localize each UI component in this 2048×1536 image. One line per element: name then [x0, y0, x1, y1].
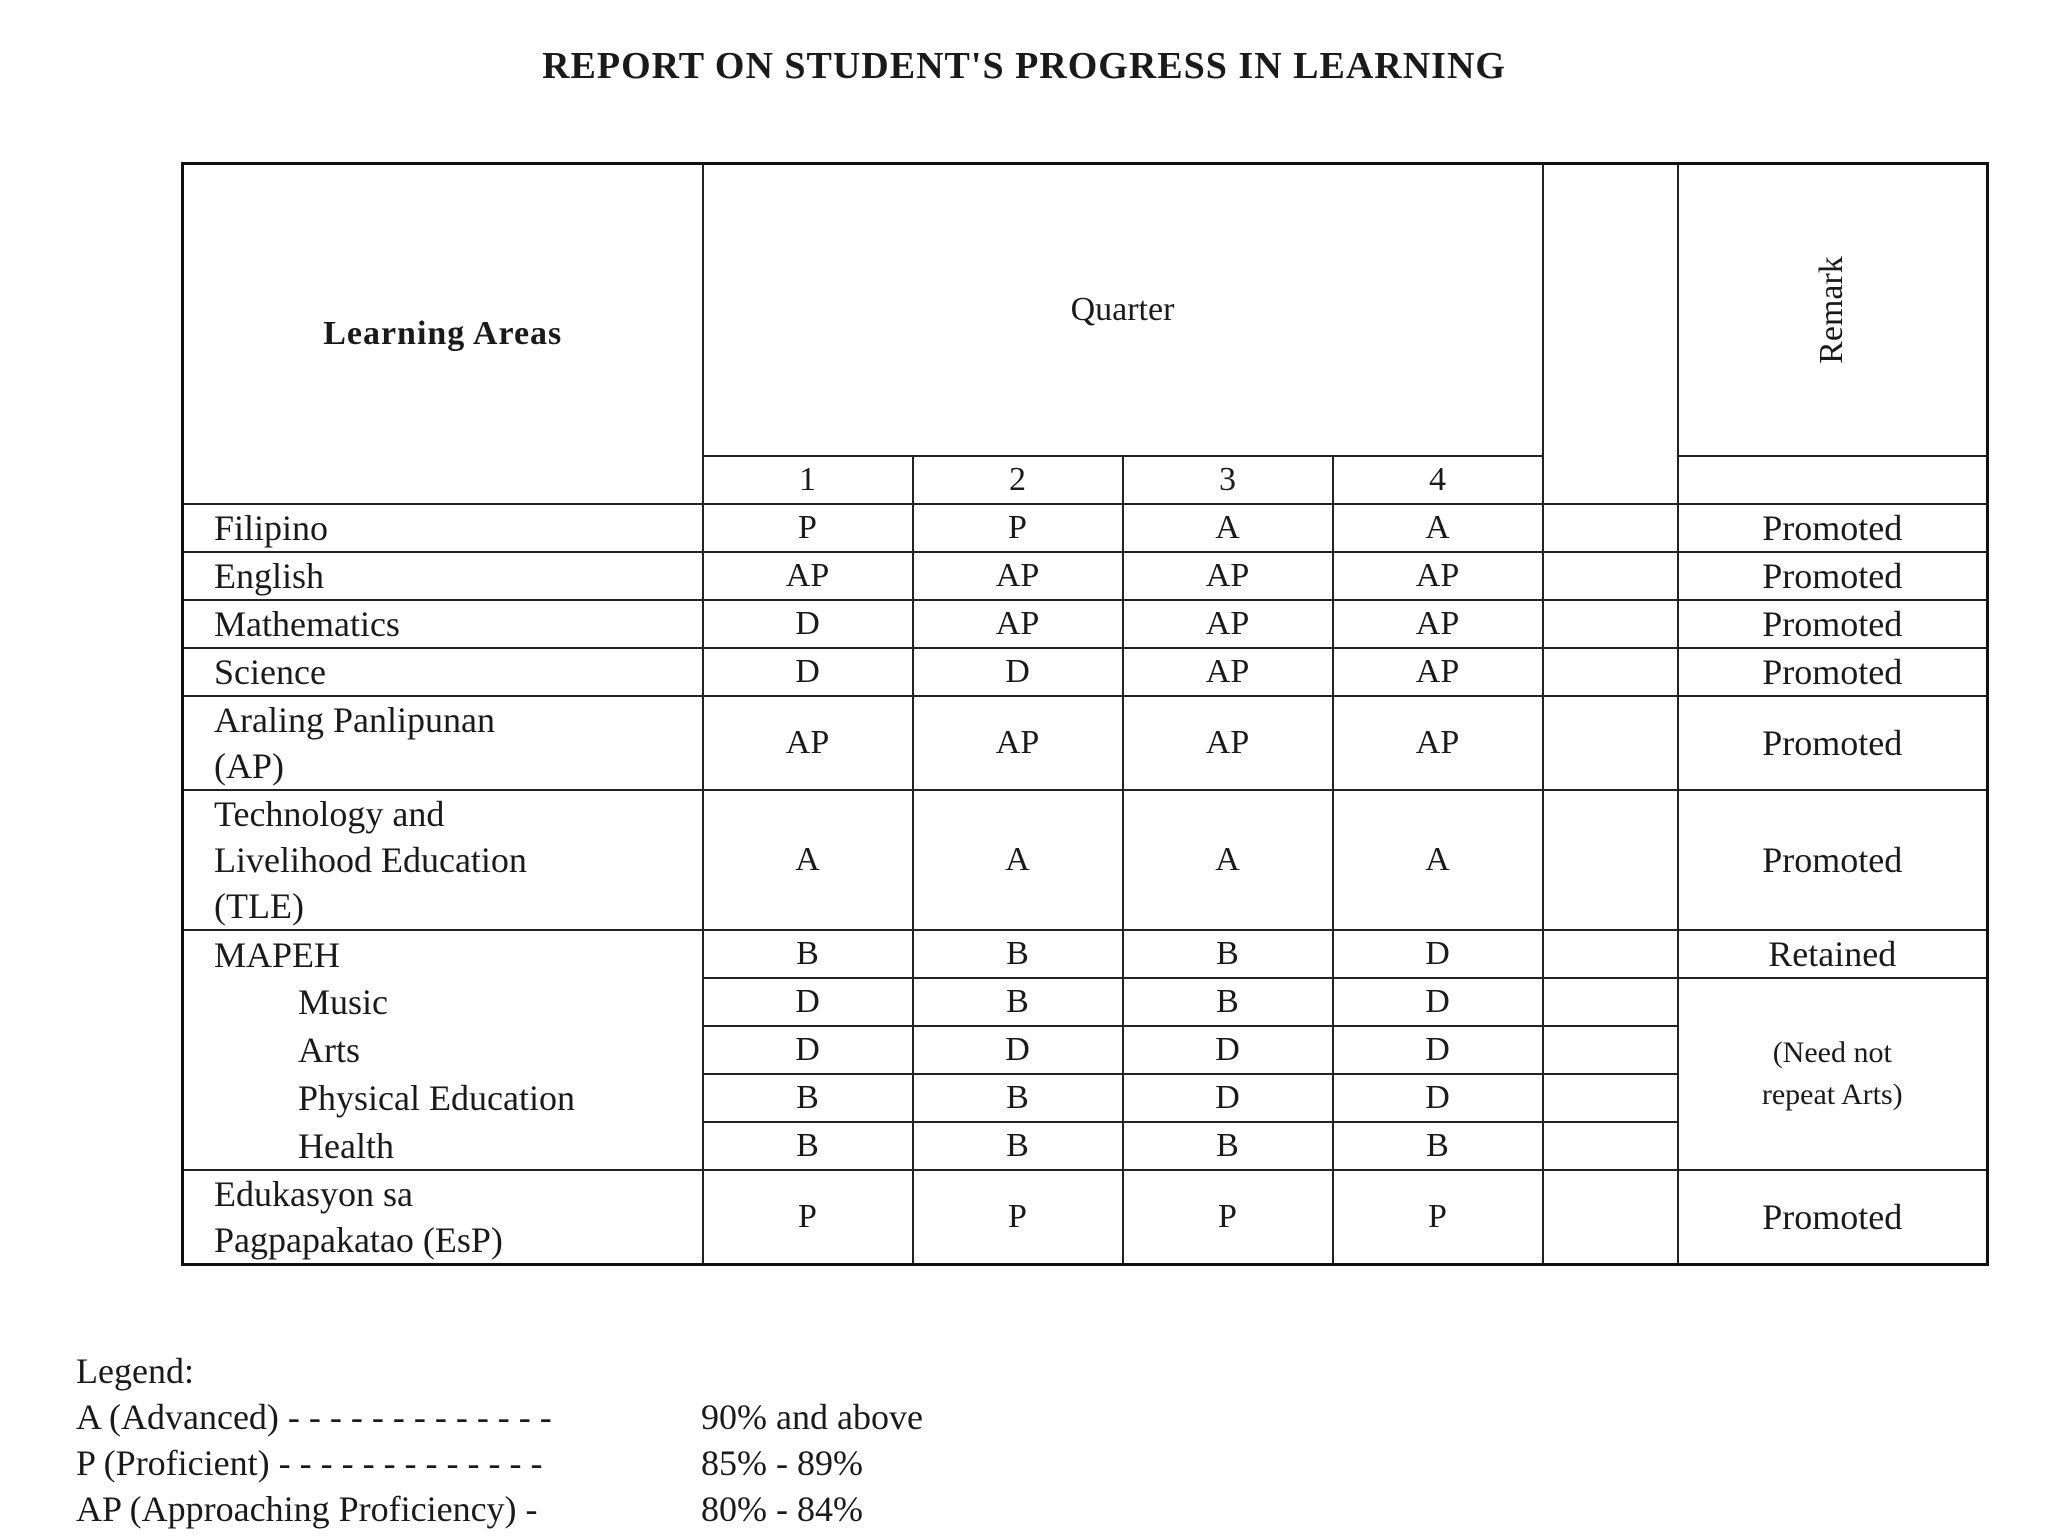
subject-esp — [183, 1170, 703, 1265]
grade-cell: B — [913, 930, 1123, 978]
table-row — [183, 790, 1988, 930]
remark-cell: Promoted — [1678, 696, 1988, 790]
remark-cell: Promoted — [1678, 600, 1988, 648]
grade-cell: B — [703, 1074, 913, 1122]
grade-cell: AP — [1123, 648, 1333, 696]
grade-cell: B — [1123, 1122, 1333, 1170]
grade-cell: A — [1333, 504, 1543, 552]
table-row — [183, 648, 1988, 696]
grade-cell: P — [1333, 1170, 1543, 1265]
grade-cell: AP — [913, 600, 1123, 648]
remark-line: repeat Arts) — [1761, 1078, 1903, 1111]
subject-arts: Arts — [183, 1026, 703, 1074]
grade-cell: D — [703, 1026, 913, 1074]
grade-cell: P — [703, 504, 913, 552]
legend-key: A (Advanced) - - - - - - - - - - - - - — [76, 1397, 552, 1437]
blank-cell — [1543, 1122, 1678, 1170]
subject-line: Edukasyon sa — [214, 1174, 413, 1214]
table-row — [183, 930, 1988, 978]
legend-range: 90% and above — [701, 1397, 923, 1437]
grade-cell: B — [703, 1122, 913, 1170]
legend — [76, 1348, 923, 1532]
header-quarter-1: 1 — [703, 456, 913, 504]
grade-cell: P — [913, 1170, 1123, 1265]
legend-key: P (Proficient) - - - - - - - - - - - - - — [76, 1443, 543, 1483]
grade-cell: D — [1333, 1074, 1543, 1122]
subject-line: Araling Panlipunan — [214, 700, 495, 740]
blank-cell — [1543, 696, 1678, 790]
grade-cell: B — [913, 1074, 1123, 1122]
subject-science: Science — [183, 648, 703, 696]
grade-cell: D — [1333, 1026, 1543, 1074]
progress-table — [181, 162, 1989, 1266]
header-quarter-4: 4 — [1333, 456, 1543, 504]
header-quarter-3: 3 — [1123, 456, 1333, 504]
grade-cell: D — [703, 978, 913, 1026]
blank-cell — [1543, 978, 1678, 1026]
subject-line: (TLE) — [214, 886, 304, 926]
grade-cell: D — [1123, 1026, 1333, 1074]
subject-line: Pagpapakatao (EsP) — [214, 1220, 503, 1260]
blank-cell — [1543, 600, 1678, 648]
blank-cell — [1543, 1170, 1678, 1265]
grade-cell: AP — [1123, 552, 1333, 600]
grade-cell: D — [1123, 1074, 1333, 1122]
legend-range: 85% - 89% — [701, 1443, 863, 1483]
grade-cell: D — [1333, 978, 1543, 1026]
blank-cell — [1543, 930, 1678, 978]
grade-cell: A — [703, 790, 913, 930]
legend-label: Legend: — [76, 1351, 194, 1391]
grade-cell: P — [1123, 1170, 1333, 1265]
grade-cell: P — [913, 504, 1123, 552]
table-row — [183, 978, 1988, 1026]
grade-cell: B — [1333, 1122, 1543, 1170]
header-quarter-2: 2 — [913, 456, 1123, 504]
table-row — [183, 696, 1988, 790]
legend-item — [76, 1486, 923, 1532]
grade-cell: AP — [913, 552, 1123, 600]
remark-cell: Promoted — [1678, 1170, 1988, 1265]
grade-cell: B — [1123, 978, 1333, 1026]
grade-cell: P — [703, 1170, 913, 1265]
grade-cell: A — [913, 790, 1123, 930]
subject-health: Health — [183, 1122, 703, 1170]
grade-cell: B — [1123, 930, 1333, 978]
legend-item — [76, 1394, 923, 1440]
grade-cell: A — [1333, 790, 1543, 930]
blank-cell — [1543, 648, 1678, 696]
subject-english: English — [183, 552, 703, 600]
subject-filipino: Filipino — [183, 504, 703, 552]
header-learning-areas: Learning Areas — [183, 164, 703, 505]
table-row — [183, 552, 1988, 600]
grade-cell: D — [1333, 930, 1543, 978]
legend-key: AP (Approaching Proficiency) - — [76, 1489, 538, 1529]
blank-column-header — [1543, 164, 1678, 505]
grade-cell: AP — [1123, 696, 1333, 790]
grade-cell: B — [913, 978, 1123, 1026]
remark-cell: Promoted — [1678, 648, 1988, 696]
remark-cell: Promoted — [1678, 552, 1988, 600]
grade-cell: AP — [1123, 600, 1333, 648]
subject-music: Music — [183, 978, 703, 1026]
grade-cell: A — [1123, 504, 1333, 552]
grade-cell: AP — [703, 552, 913, 600]
blank-cell — [1543, 552, 1678, 600]
grade-cell: A — [1123, 790, 1333, 930]
grade-cell: B — [913, 1122, 1123, 1170]
blank-cell — [1543, 1026, 1678, 1074]
table-row — [183, 504, 1988, 552]
subject-tle — [183, 790, 703, 930]
table-row — [183, 600, 1988, 648]
grade-cell: D — [913, 1026, 1123, 1074]
remark-cell-mapeh-components — [1678, 978, 1988, 1170]
subject-line: Livelihood Education — [214, 840, 527, 880]
subject-mapeh: MAPEH — [183, 930, 703, 978]
blank-cell — [1543, 790, 1678, 930]
grade-cell: AP — [1333, 600, 1543, 648]
remark-cell: Promoted — [1678, 504, 1988, 552]
header-remark: Remark — [1678, 164, 1988, 457]
subject-araling-panlipunan — [183, 696, 703, 790]
grade-cell: AP — [1333, 696, 1543, 790]
subject-line: Technology and — [214, 794, 445, 834]
blank-cell — [1543, 1074, 1678, 1122]
legend-range: 80% - 84% — [701, 1489, 863, 1529]
header-quarter: Quarter — [703, 164, 1543, 457]
grade-cell: AP — [913, 696, 1123, 790]
grade-cell: D — [703, 600, 913, 648]
grade-cell: AP — [703, 696, 913, 790]
remark-line: (Need not — [1772, 1036, 1892, 1069]
grade-cell: B — [703, 930, 913, 978]
subject-physical-education: Physical Education — [183, 1074, 703, 1122]
grade-cell: D — [913, 648, 1123, 696]
legend-item — [76, 1440, 923, 1486]
table-row — [183, 1170, 1988, 1265]
subject-line: (AP) — [214, 746, 284, 786]
blank-cell — [1543, 504, 1678, 552]
page-title: REPORT ON STUDENT'S PROGRESS IN LEARNING — [542, 45, 1506, 87]
grade-cell: D — [703, 648, 913, 696]
subject-mathematics: Mathematics — [183, 600, 703, 648]
remark-cell: Retained — [1678, 930, 1988, 978]
header-remark-blank — [1678, 456, 1988, 504]
grade-cell: AP — [1333, 552, 1543, 600]
grade-cell: AP — [1333, 648, 1543, 696]
remark-cell: Promoted — [1678, 790, 1988, 930]
